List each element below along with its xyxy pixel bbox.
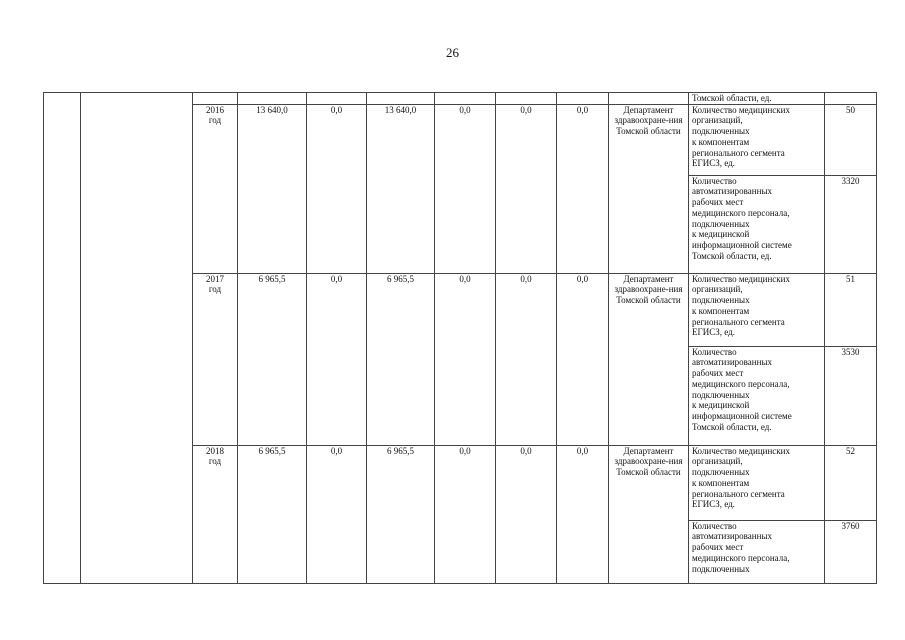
indicator-value: 51: [825, 273, 877, 346]
value-cell: 0,0: [307, 104, 367, 273]
value-cell: 0,0: [496, 445, 557, 583]
value-cell: 0,0: [307, 273, 367, 445]
year-cell: 2016 год: [193, 104, 238, 273]
total-cell: 6 965,5: [238, 445, 307, 583]
value-cell: 0,0: [307, 445, 367, 583]
value-cell: 13 640,0: [367, 104, 435, 273]
value-cell: 0,0: [496, 104, 557, 273]
indicator-name: Количество медицинских организаций, подключенных к компонентам регионального сегмента ЕГИСЗ, ед.: [689, 273, 825, 346]
value-cell: 0,0: [435, 273, 496, 445]
executor-cell: Департамент здравоохране-ния Томской области: [609, 104, 689, 273]
value-cell: 0,0: [557, 104, 609, 273]
continuation-row: [44, 93, 877, 105]
executor-cell: Департамент здравоохране-ния Томской области: [609, 445, 689, 583]
value-cell: 0,0: [557, 445, 609, 583]
indicator-name: Томской области, ед.: [689, 93, 825, 105]
indicator-name: Количество автоматизированных рабочих мест медицинского персонала, подключенных к медицинской информационной системе Томской области, ед.: [689, 175, 825, 273]
value-cell: 0,0: [557, 273, 609, 445]
value-cell: 0,0: [496, 273, 557, 445]
indicator-value: 52: [825, 445, 877, 520]
value-cell: 6 965,5: [367, 445, 435, 583]
page-number: 26: [446, 45, 459, 60]
indicator-name: Количество автоматизированных рабочих мест медицинского персонала, подключенных: [689, 520, 825, 583]
indicator-value: 3760: [825, 520, 877, 583]
year-cell: 2018 год: [193, 445, 238, 583]
col-number-cell: [44, 93, 81, 584]
value-cell: 0,0: [435, 104, 496, 273]
value-cell: 6 965,5: [367, 273, 435, 445]
indicator-name: Количество медицинских организаций, подключенных к компонентам регионального сегмента ЕГИСЗ, ед.: [689, 104, 825, 175]
total-cell: 13 640,0: [238, 104, 307, 273]
indicator-name: Количество автоматизированных рабочих мест медицинского персонала, подключенных к медицинской информационной системе Томской области, ед.: [689, 346, 825, 445]
budget-table: [43, 92, 877, 584]
executor-cell: Департамент здравоохране-ния Томской области: [609, 273, 689, 445]
year-cell: 2017 год: [193, 273, 238, 445]
indicator-value: 3530: [825, 346, 877, 445]
indicator-value: 3320: [825, 175, 877, 273]
indicator-value: 50: [825, 104, 877, 175]
total-cell: 6 965,5: [238, 273, 307, 445]
value-cell: 0,0: [435, 445, 496, 583]
indicator-name: Количество медицинских организаций, подключенных к компонентам регионального сегмента ЕГИСЗ, ед.: [689, 445, 825, 520]
col-name-cell: [81, 93, 193, 584]
